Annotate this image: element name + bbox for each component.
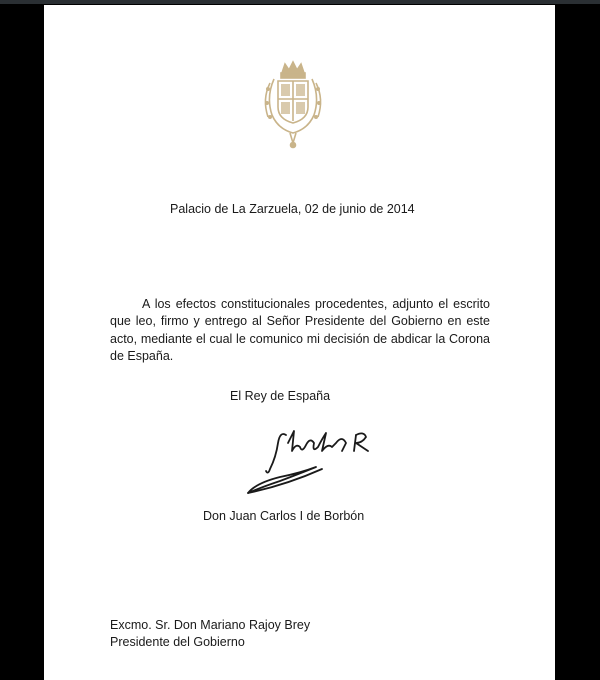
letter-body: A los efectos constitucionales procedentes, adjunto el escrito que leo, firmo y entrego al Señor Presidente del Gobierno en este acto, mediante el cual le comunico mi decisión de abdicar la Corona de España.	[110, 297, 490, 363]
place-and-date: Palacio de La Zarzuela, 02 de junio de 2014	[170, 202, 415, 216]
royal-crest-icon	[260, 59, 326, 149]
viewer-top-bar	[0, 0, 600, 4]
handwritten-signature	[196, 413, 396, 503]
closing-title: El Rey de España	[230, 389, 331, 403]
signatory-name: Don Juan Carlos I de Borbón	[203, 509, 365, 523]
recipient-name: Excmo. Sr. Don Mariano Rajoy Brey	[110, 618, 311, 632]
letter-page	[44, 5, 555, 680]
recipient-title: Presidente del Gobierno	[110, 635, 245, 649]
